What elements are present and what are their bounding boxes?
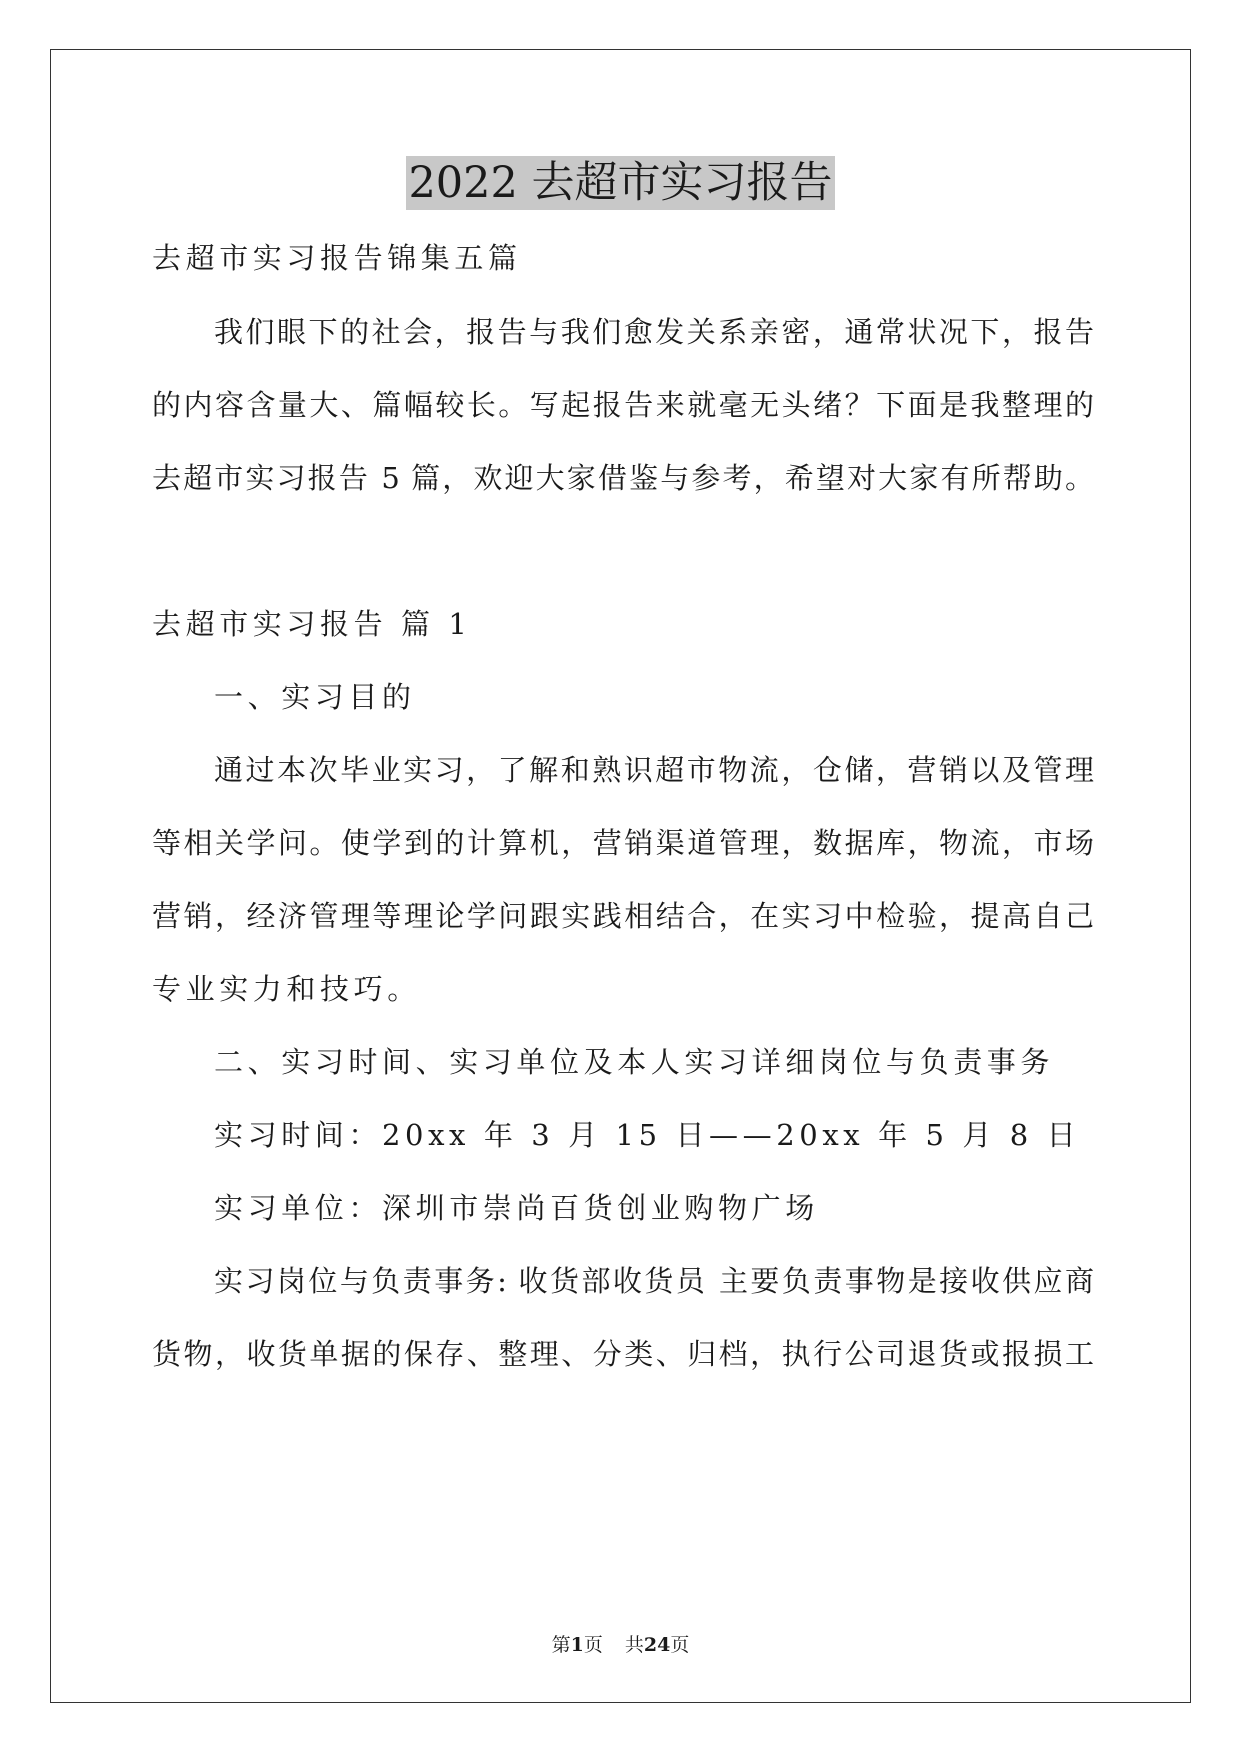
page-border (50, 49, 1191, 1703)
page-label-post: 页 (583, 1634, 603, 1656)
heading-purpose: 一、实习目的 (214, 680, 416, 714)
page-total: 24 (643, 1634, 671, 1656)
total-label-pre: 共 (624, 1634, 644, 1656)
page-current: 1 (570, 1634, 584, 1656)
purpose-line-2: 等相关学问。使学到的计算机，营销渠道管理，数据库，物流，市场 (152, 826, 1094, 860)
total-label-post: 页 (670, 1634, 690, 1656)
heading-time-unit: 二、实习时间、实习单位及本人实习详细岗位与负责事务 (214, 1045, 1055, 1079)
purpose-line-1: 通过本次毕业实习，了解和熟识超市物流，仓储，营销以及管理 (214, 753, 1094, 787)
intro-line-1: 我们眼下的社会，报告与我们愈发关系亲密，通常状况下，报告 (214, 315, 1094, 349)
internship-unit: 实习单位：深圳市崇尚百货创业购物广场 (214, 1191, 819, 1225)
position-line-2: 货物，收货单据的保存、整理、分类、归档，执行公司退货或报损工 (152, 1337, 1094, 1371)
title-wrap (0, 156, 1241, 210)
purpose-line-4: 专业实力和技巧。 (152, 972, 421, 1006)
subtitle: 去超市实习报告锦集五篇 (152, 241, 522, 275)
position-line-1: 实习岗位与负责事务: 收货部收货员 主要负责事物是接收供应商 (214, 1264, 1094, 1298)
document-title: 2022 去超市实习报告 (408, 158, 833, 208)
page-label-pre: 第 (551, 1634, 571, 1656)
internship-time: 实习时间：20xx 年 3 月 15 日——20xx 年 5 月 8 日 (214, 1118, 1081, 1152)
purpose-line-3: 营销，经济管理等理论学问跟实践相结合，在实习中检验，提高自己 (152, 899, 1094, 933)
page-footer (0, 1633, 1241, 1657)
intro-line-2: 的内容含量大、篇幅较长。写起报告来就毫无头绪？下面是我整理的 (152, 388, 1094, 422)
intro-line-3: 去超市实习报告 5 篇，欢迎大家借鉴与参考，希望对大家有所帮助。 (152, 461, 1094, 495)
section-heading: 去超市实习报告 篇 1 (152, 607, 472, 641)
